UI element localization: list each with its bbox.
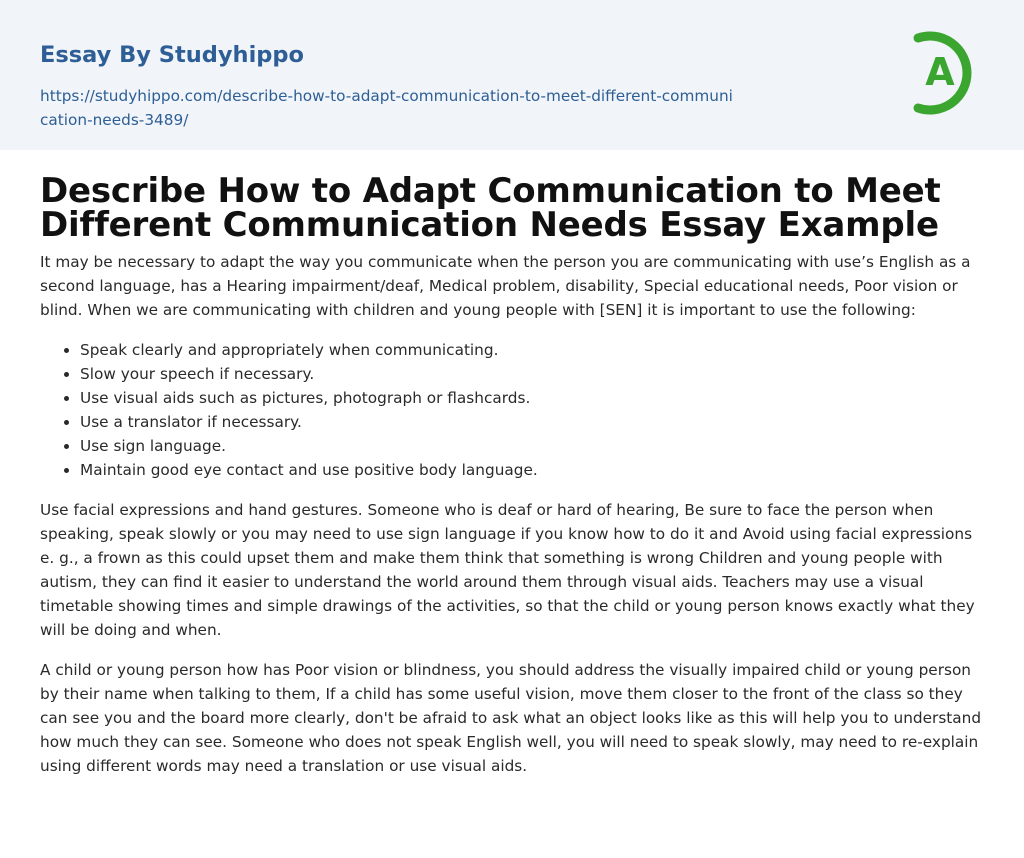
list-item: • Speak clearly and appropriately when communicating.: [80, 338, 984, 362]
essay-title: Describe How to Adapt Communication to Meet Different Communication Needs Essay Example: [40, 171, 941, 245]
list-item: • Use sign language.: [80, 434, 984, 458]
essay-paragraph-1: It may be necessary to adapt the way you communicate when the person you are communicating with use’s English as a second language, has a Hearing impairment/deaf, Medical problem, disability, Special educational needs, Poor vision or blind. When we are communicating with children and young people with [SEN] it is important to use the following:: [40, 253, 971, 319]
site-header: [0, 0, 1024, 150]
list-item: • Maintain good eye contact and use positive body language.: [80, 458, 984, 482]
essay-content: [0, 171, 1024, 778]
studyhippo-logo-icon[interactable]: [906, 28, 988, 118]
list-item: • Use visual aids such as pictures, photograph or flashcards.: [80, 386, 984, 410]
essay-url-link[interactable]: https://studyhippo.com/describe-how-to-adapt-communication-to-meet-different-communication-needs-3489/: [40, 87, 733, 129]
communication-tips-list: [40, 338, 984, 482]
logo-letter: A: [925, 50, 955, 94]
essay-paragraph-2: Use facial expressions and hand gestures. Someone who is deaf or hard of hearing, Be sure to face the person when speaking, speak slowly or you may need to use sign language if you know how to do it and Avoid using facial expressions e. g., a frown as this could upset them and make them think that something is wrong Children and young people with autism, they can find it easier to understand the world around them through visual aids. Teachers may use a visual timetable showing times and simple drawings of the activities, so that the child or young person knows exactly what they will be doing and when.: [40, 501, 975, 639]
list-item: • Use a translator if necessary.: [80, 410, 984, 434]
brand-title: Essay By Studyhippo: [40, 42, 304, 68]
essay-paragraph-3: A child or young person how has Poor vision or blindness, you should address the visually impaired child or young person by their name when talking to them, If a child has some useful vision, move them closer to the front of the class so they can see you and the board more clearly, don't be afraid to ask what an object looks like as this will help you to understand how much they can see. Someone who does not speak English well, you will need to speak slowly, may need to re-explain using different words may need a translation or use visual aids.: [40, 661, 982, 775]
list-item: • Slow your speech if necessary.: [80, 362, 984, 386]
